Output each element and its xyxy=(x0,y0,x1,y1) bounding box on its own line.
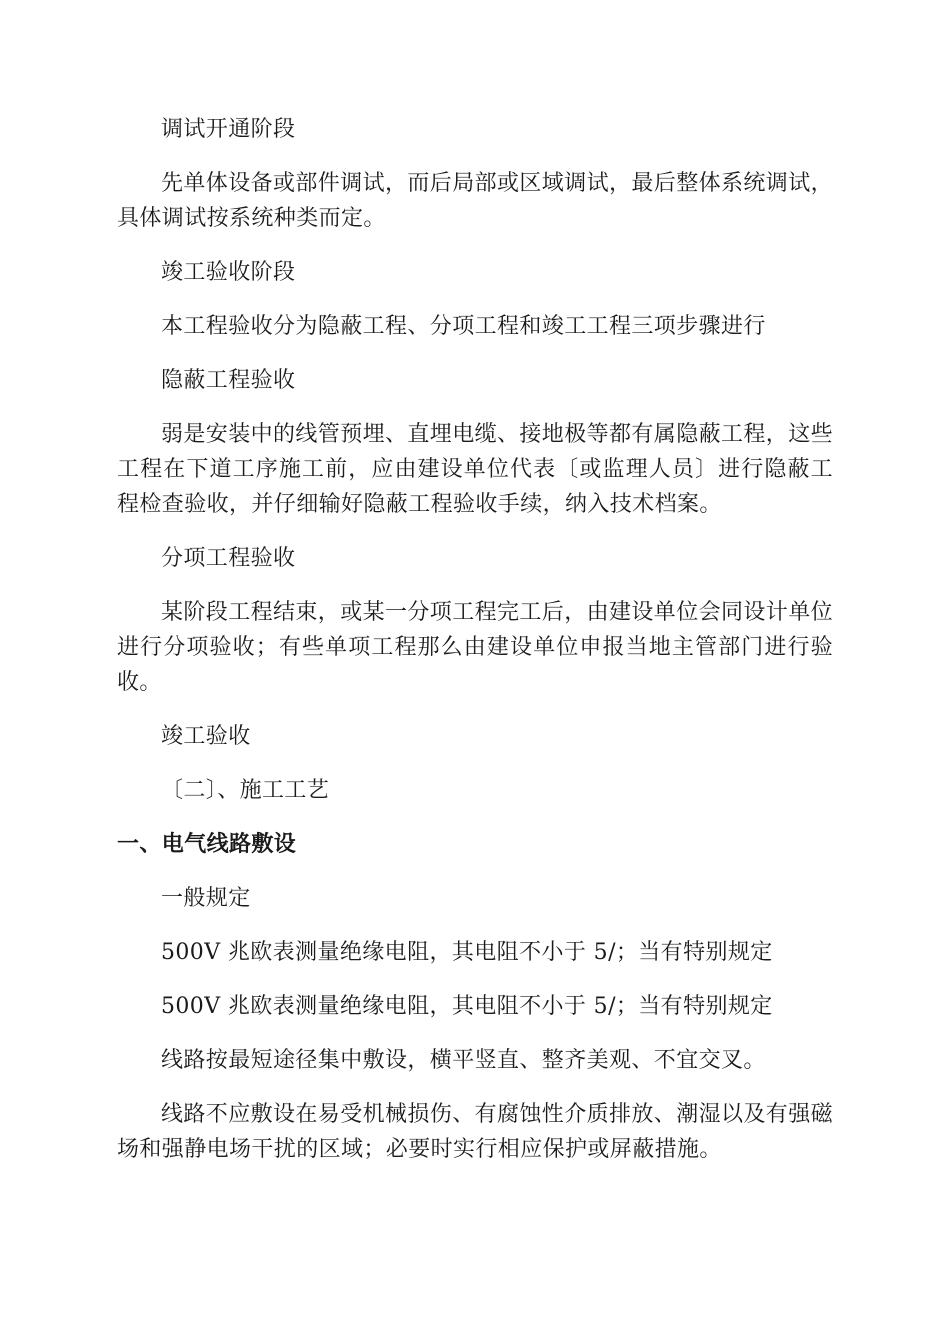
paragraph-insulation-test-2: 500V 兆欧表测量绝缘电阻，其电阻不小于 5/；当有特别规定 xyxy=(161,994,773,1019)
paragraph-subitem-acceptance: 分项工程验收 xyxy=(161,546,296,571)
paragraph-routing-rule: 线路按最短途径集中敷设，横平竖直、整齐美观、不宜交叉。 xyxy=(161,1048,766,1073)
document-page xyxy=(117,112,833,1167)
paragraph-construction-process: 〔二〕、施工工艺 xyxy=(161,778,330,803)
section-heading-wiring: 一、电气线路敷设 xyxy=(117,831,297,857)
paragraph-hidden-works-acceptance: 隐蔽工程验收 xyxy=(161,368,296,393)
paragraph-completion-stage: 竣工验收阶段 xyxy=(161,260,296,285)
paragraph-final-acceptance: 竣工验收 xyxy=(161,724,251,749)
paragraph-routing-restrictions: 线路不应敷设在易受机械损伤、有腐蚀性介质排放、潮湿以及有强磁场和强静电场干扰的区域；必要时实行相应保护或屏蔽措施。 xyxy=(117,1102,834,1162)
paragraph-commissioning-detail: 先单体设备或部件调试，而后局部或区域调试，最后整体系统调试，具体调试按系统种类而定。 xyxy=(117,171,834,231)
paragraph-acceptance-steps: 本工程验收分为隐蔽工程、分项工程和竣工工程三项步骤进行 xyxy=(161,314,766,339)
paragraph-general-rules: 一般规定 xyxy=(161,886,251,911)
paragraph-subitem-detail: 某阶段工程结束，或某一分项工程完工后，由建设单位会同设计单位进行分项验收；有些单项工程那么由建设单位申报当地主管部门进行验收。 xyxy=(117,600,834,695)
paragraph-insulation-test-1: 500V 兆欧表测量绝缘电阻，其电阻不小于 5/；当有特别规定 xyxy=(161,940,773,965)
paragraph-hidden-works-detail: 弱是安装中的线管预埋、直埋电缆、接地极等都有属隐蔽工程，这些工程在下道工序施工前，应由建设单位代表〔或监理人员〕进行隐蔽工程检查验收，并仔细输好隐蔽工程验收手续，纳入技术档案。 xyxy=(117,422,834,517)
paragraph-commissioning-stage: 调试开通阶段 xyxy=(161,117,296,142)
